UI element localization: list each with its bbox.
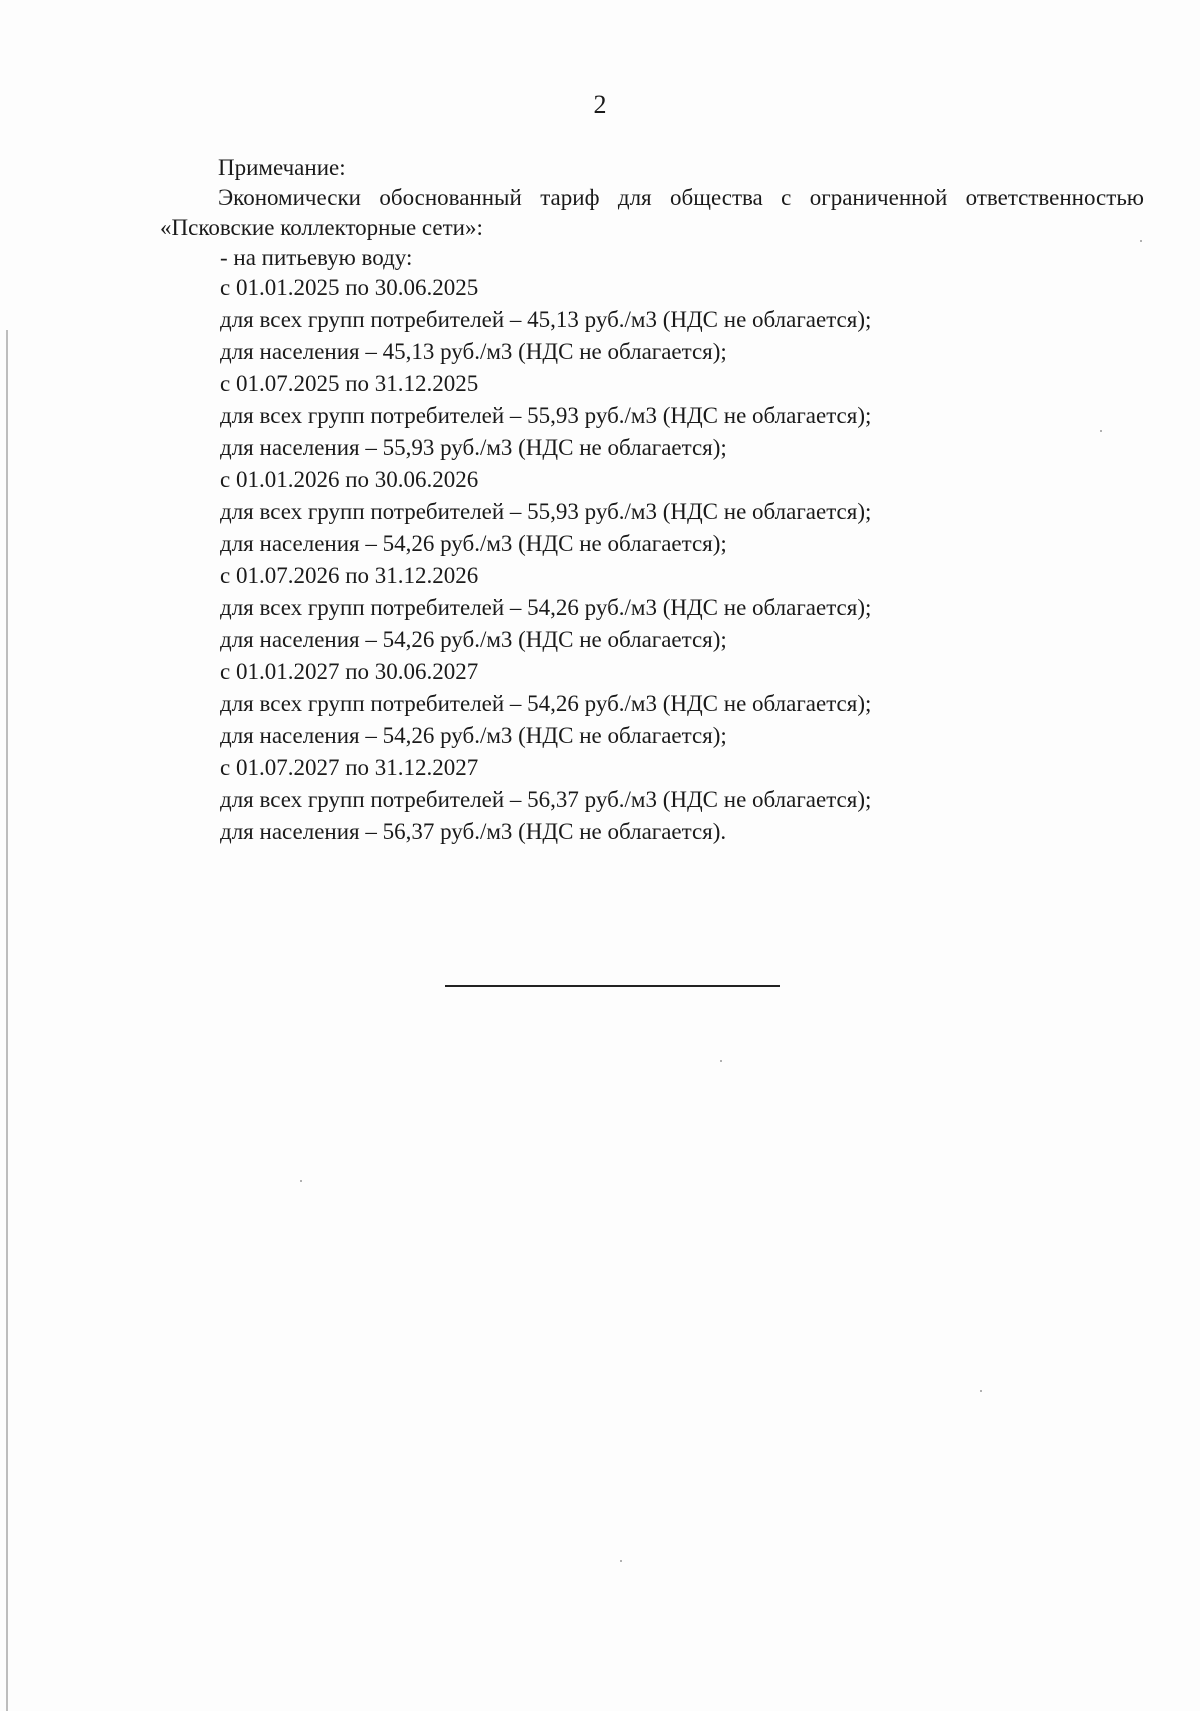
period-date-range: с 01.01.2025 по 30.06.2025 — [220, 275, 479, 300]
tariff-all-groups: для всех групп потребителей – 54,26 руб./м3 (НДС не облагается); — [220, 691, 872, 716]
tariff-population: для населения – 54,26 руб./м3 (НДС не облагается); — [220, 723, 727, 748]
page-number: 2 — [593, 90, 607, 119]
closing-rule — [445, 985, 780, 987]
intro-line-2: «Псковские коллекторные сети»: — [160, 215, 483, 240]
period-date-range: с 01.01.2027 по 30.06.2027 — [220, 659, 479, 684]
period-date-range: с 01.07.2025 по 31.12.2025 — [220, 371, 479, 396]
tariff-population: для населения – 45,13 руб./м3 (НДС не облагается); — [220, 339, 727, 364]
tariff-all-groups: для всех групп потребителей – 55,93 руб./м3 (НДС не облагается); — [220, 499, 872, 524]
tariff-all-groups: для всех групп потребителей – 54,26 руб./м3 (НДС не облагается); — [220, 595, 872, 620]
tariff-all-groups: для всех групп потребителей – 56,37 руб./м3 (НДС не облагается); — [220, 787, 872, 812]
scan-edge-line — [6, 330, 8, 1711]
scan-speck — [720, 1060, 722, 1062]
tariff-population: для населения – 54,26 руб./м3 (НДС не облагается); — [220, 627, 727, 652]
scan-speck — [980, 1390, 982, 1392]
note-heading: Примечание: — [218, 155, 346, 180]
tariff-population: для населения – 54,26 руб./м3 (НДС не облагается); — [220, 531, 727, 556]
intro-line-1: Экономически обоснованный тариф для общества с ограниченной ответственностью — [218, 185, 1144, 210]
period-date-range: с 01.07.2027 по 31.12.2027 — [220, 755, 479, 780]
scan-speck — [1100, 430, 1102, 432]
tariff-population: для населения – 56,37 руб./м3 (НДС не облагается). — [220, 819, 727, 844]
scan-speck — [1140, 240, 1142, 242]
scan-speck — [300, 1180, 302, 1182]
scan-speck — [620, 1560, 622, 1562]
period-date-range: с 01.01.2026 по 30.06.2026 — [220, 467, 479, 492]
tariff-all-groups: для всех групп потребителей – 45,13 руб./м3 (НДС не облагается); — [220, 307, 872, 332]
tariff-population: для населения – 55,93 руб./м3 (НДС не облагается); — [220, 435, 727, 460]
tariff-all-groups: для всех групп потребителей – 55,93 руб./м3 (НДС не облагается); — [220, 403, 872, 428]
subject-line: - на питьевую воду: — [220, 245, 413, 270]
period-date-range: с 01.07.2026 по 31.12.2026 — [220, 563, 479, 588]
